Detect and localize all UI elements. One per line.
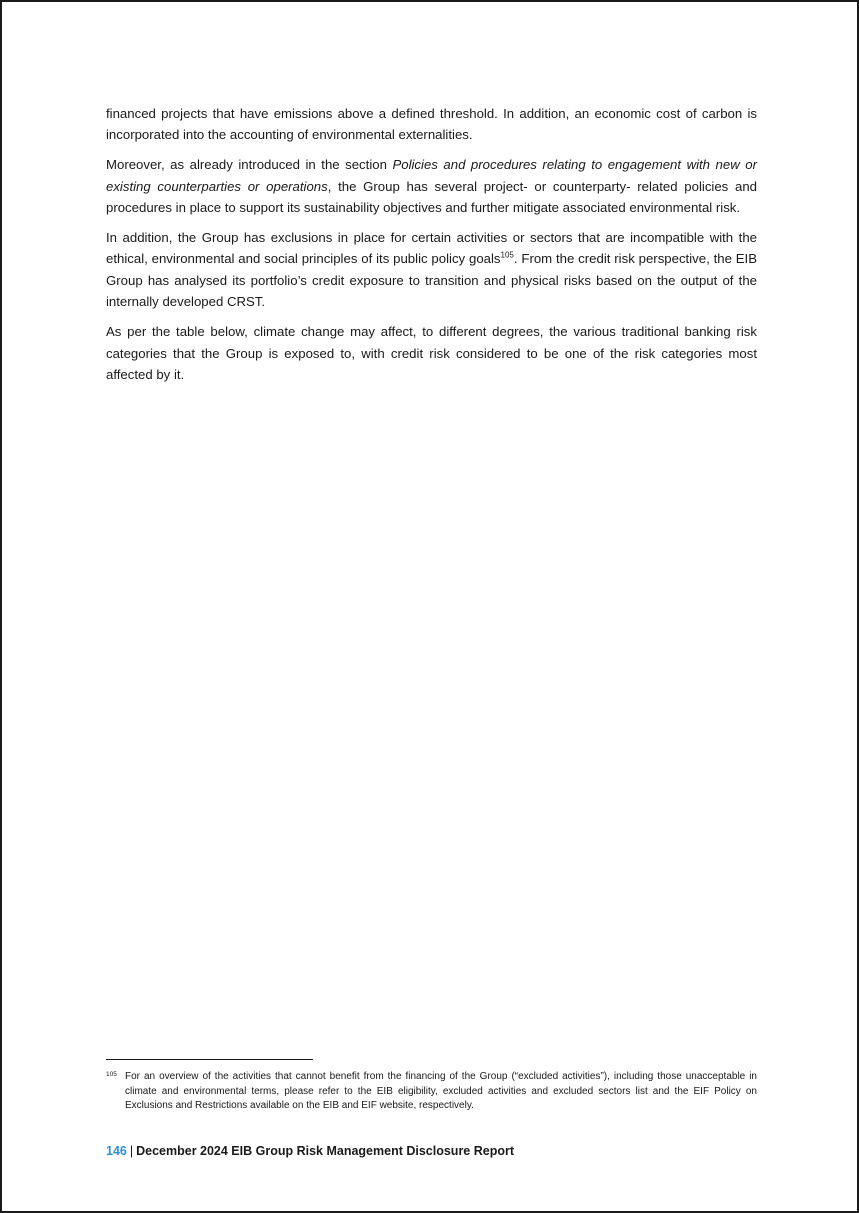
paragraph-4-text: As per the table below, climate change may affect, to different degrees, the various traditional banking risk categories that the Group is exposed to, with credit risk considered to be one of the risk categories most affected by it. [106, 324, 757, 382]
paragraph-1-text: financed projects that have emissions above a defined threshold. In addition, an economic cost of carbon is incorporated into the accounting of environmental externalities. [106, 106, 757, 143]
section-reference: Policies and procedures relating to engagement with new or existing counterparties or operations [106, 157, 757, 194]
footnote [106, 1070, 757, 1114]
footnote-reference[interactable]: 105 [500, 251, 514, 261]
footnote-number: 105 [106, 1071, 117, 1078]
paragraph-2-text-start: Moreover, as already introduced in the section [106, 157, 393, 173]
paragraph-4 [106, 321, 757, 385]
body-text [106, 103, 757, 394]
footnote-text: For an overview of the activities that cannot benefit from the financing of the Group (“excluded activities”), including those unacceptable in climate and environmental terms, please refer to the EIB eligibility, excluded activities and excluded sectors list and the EIF Policy on Exclusions and Restrictions available on the EIB and EIF website, respectively. [125, 1071, 757, 1111]
page-footer [106, 1144, 514, 1158]
paragraph-3 [106, 227, 757, 313]
paragraph-1 [106, 103, 757, 146]
footer-separator: | [129, 1144, 134, 1158]
footnote-divider [106, 1059, 313, 1060]
paragraph-3-text-end: . From the credit risk perspective, the EIB Group has analysed its portfolio’s credit exposure to transition and physical risks based on the output of the internally developed CRST. [106, 251, 758, 310]
paragraph-3-text-start: In addition, the Group has exclusions in place for certain activities or sectors that are incompatible with the ethical, environmental and social principles of its public policy goals [106, 230, 757, 267]
page-number: 146 [106, 1144, 127, 1158]
paragraph-2 [106, 154, 757, 218]
paragraph-2-text-end: , the Group has several project- or counterparty- related policies and procedures in place to support its sustainability objectives and further mitigate associated environmental risk. [106, 178, 757, 216]
report-title: December 2024 EIB Group Risk Management Disclosure Report [136, 1144, 515, 1158]
